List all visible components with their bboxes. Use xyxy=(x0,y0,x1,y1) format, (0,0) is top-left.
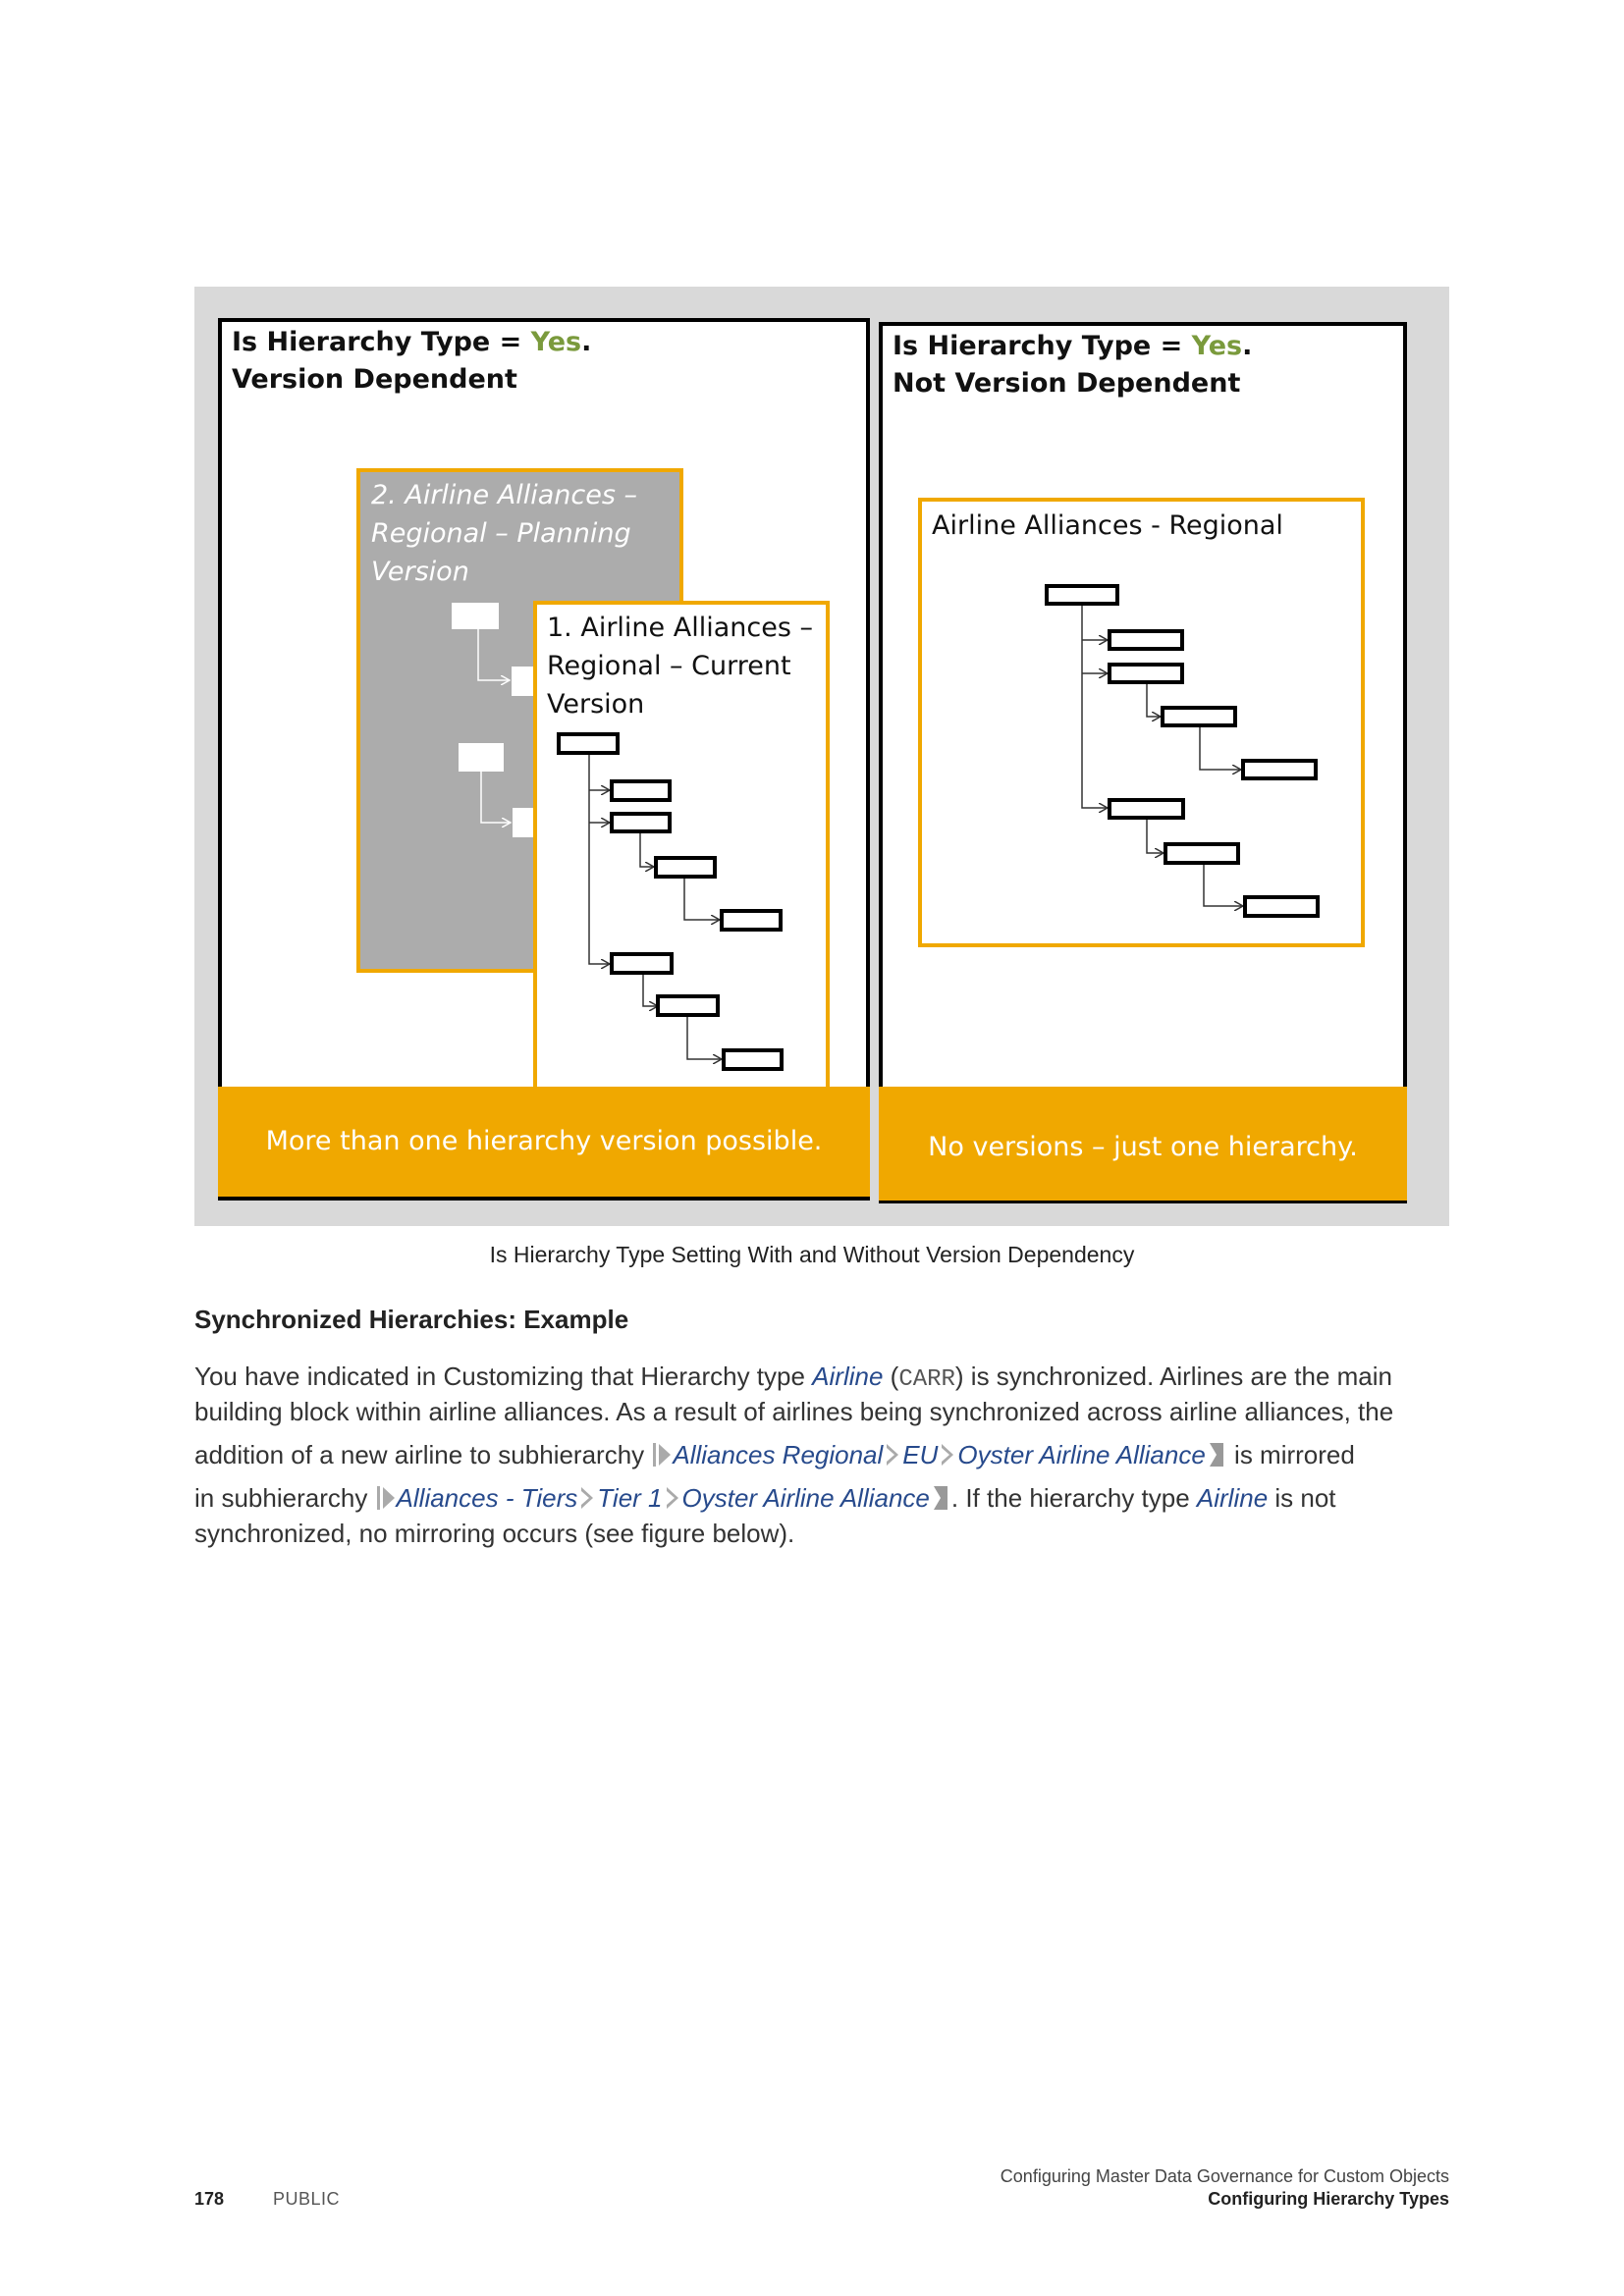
hierarchy-node xyxy=(1110,800,1183,818)
path-start-icon xyxy=(375,1484,397,1512)
airline-link[interactable]: Airline xyxy=(812,1362,884,1391)
path-separator-icon xyxy=(663,1484,682,1512)
left-title-suffix: . xyxy=(581,327,592,357)
current-label-line1: 1. Airline Alliances – xyxy=(547,613,813,643)
hierarchy-node xyxy=(1165,844,1238,863)
left-title-line2: Version Dependent xyxy=(232,364,517,395)
hierarchy-node xyxy=(1110,631,1182,649)
section-title: Configuring Hierarchy Types xyxy=(1208,2189,1449,2209)
hierarchy-node xyxy=(1243,761,1316,778)
planning-node xyxy=(513,808,534,837)
path-end-icon xyxy=(930,1484,951,1512)
text-run: addition of a new airline to subhierarchy xyxy=(194,1440,652,1469)
page-number: 178 xyxy=(194,2189,225,2209)
hierarchy-node xyxy=(722,911,781,930)
planning-node xyxy=(452,603,499,629)
path-separator-icon xyxy=(883,1441,902,1468)
section-heading: Synchronized Hierarchies: Example xyxy=(194,1305,629,1334)
text-run: You have indicated in Customizing that Hierarchy type xyxy=(194,1362,813,1391)
hierarchy-node xyxy=(1245,897,1318,916)
hierarchy-node xyxy=(1110,665,1182,682)
planning-label-line3: Version xyxy=(371,557,469,587)
hierarchy-node xyxy=(658,996,718,1015)
right-title-yes: Yes xyxy=(1191,331,1243,361)
planning-node xyxy=(512,667,533,696)
classification-label: PUBLIC xyxy=(273,2189,341,2209)
left-title-yes: Yes xyxy=(530,327,582,357)
path-oyster-airline-alliance[interactable]: Oyster Airline Alliance xyxy=(957,1440,1206,1469)
path-eu[interactable]: EU xyxy=(902,1440,939,1469)
code-carr: CARR xyxy=(898,1366,955,1393)
hierarchy-node xyxy=(612,954,672,973)
regional-box-title: Airline Alliances - Regional xyxy=(932,510,1283,541)
text-run: ) is synchronized. Airlines are the main xyxy=(954,1362,1393,1391)
hierarchy-node xyxy=(612,781,670,800)
path-alliances-regional[interactable]: Alliances Regional xyxy=(673,1440,884,1469)
airline-link[interactable]: Airline xyxy=(1196,1483,1269,1513)
path-oyster-airline-alliance[interactable]: Oyster Airline Alliance xyxy=(681,1483,930,1513)
right-title-suffix: . xyxy=(1242,331,1253,361)
path-alliances-tiers[interactable]: Alliances - Tiers xyxy=(396,1483,578,1513)
regional-hierarchy-box xyxy=(920,500,1363,945)
paragraph-line xyxy=(194,1479,1336,1517)
text-run: ( xyxy=(883,1362,899,1391)
right-title-prefix: Is Hierarchy Type = xyxy=(893,331,1192,361)
paragraph-line xyxy=(194,1436,1355,1473)
hierarchy-node xyxy=(1047,586,1117,604)
text-run: is mirrored xyxy=(1226,1440,1355,1469)
text-run: . If the hierarchy type xyxy=(950,1483,1197,1513)
paragraph-line: synchronized, no mirroring occurs (see figure below). xyxy=(194,1519,795,1548)
path-separator-icon xyxy=(577,1484,597,1512)
hierarchy-node xyxy=(656,858,715,877)
document-title: Configuring Master Data Governance for Custom Objects xyxy=(1000,2166,1449,2186)
planning-label-line1: 2. Airline Alliances – xyxy=(371,480,637,510)
path-end-icon xyxy=(1206,1441,1227,1468)
current-label-line3: Version xyxy=(547,689,645,720)
path-tier-1[interactable]: Tier 1 xyxy=(597,1483,663,1513)
text-run: in subhierarchy xyxy=(194,1483,375,1513)
left-title-prefix: Is Hierarchy Type = xyxy=(232,327,531,357)
planning-label-line2: Regional – Planning xyxy=(371,518,631,549)
hierarchy-node xyxy=(559,734,618,753)
path-start-icon xyxy=(651,1441,673,1468)
path-separator-icon xyxy=(938,1441,957,1468)
current-version-box xyxy=(535,603,828,1089)
right-title-line2: Not Version Dependent xyxy=(893,368,1241,399)
paragraph-line: building block within airline alliances. As a result of airlines being synchronized across airline alliances, the xyxy=(194,1397,1394,1426)
planning-node xyxy=(459,743,504,772)
right-panel-footer: No versions – just one hierarchy. xyxy=(879,1087,1407,1201)
current-label-line2: Regional – Current xyxy=(547,651,791,681)
hierarchy-node xyxy=(612,814,670,831)
text-run: is not xyxy=(1268,1483,1336,1513)
figure-caption: Is Hierarchy Type Setting With and Without Version Dependency xyxy=(489,1242,1135,1267)
paragraph-line xyxy=(194,1358,1392,1395)
hierarchy-node xyxy=(724,1050,782,1069)
hierarchy-node xyxy=(1163,708,1235,725)
left-panel-footer: More than one hierarchy version possible. xyxy=(218,1087,870,1197)
